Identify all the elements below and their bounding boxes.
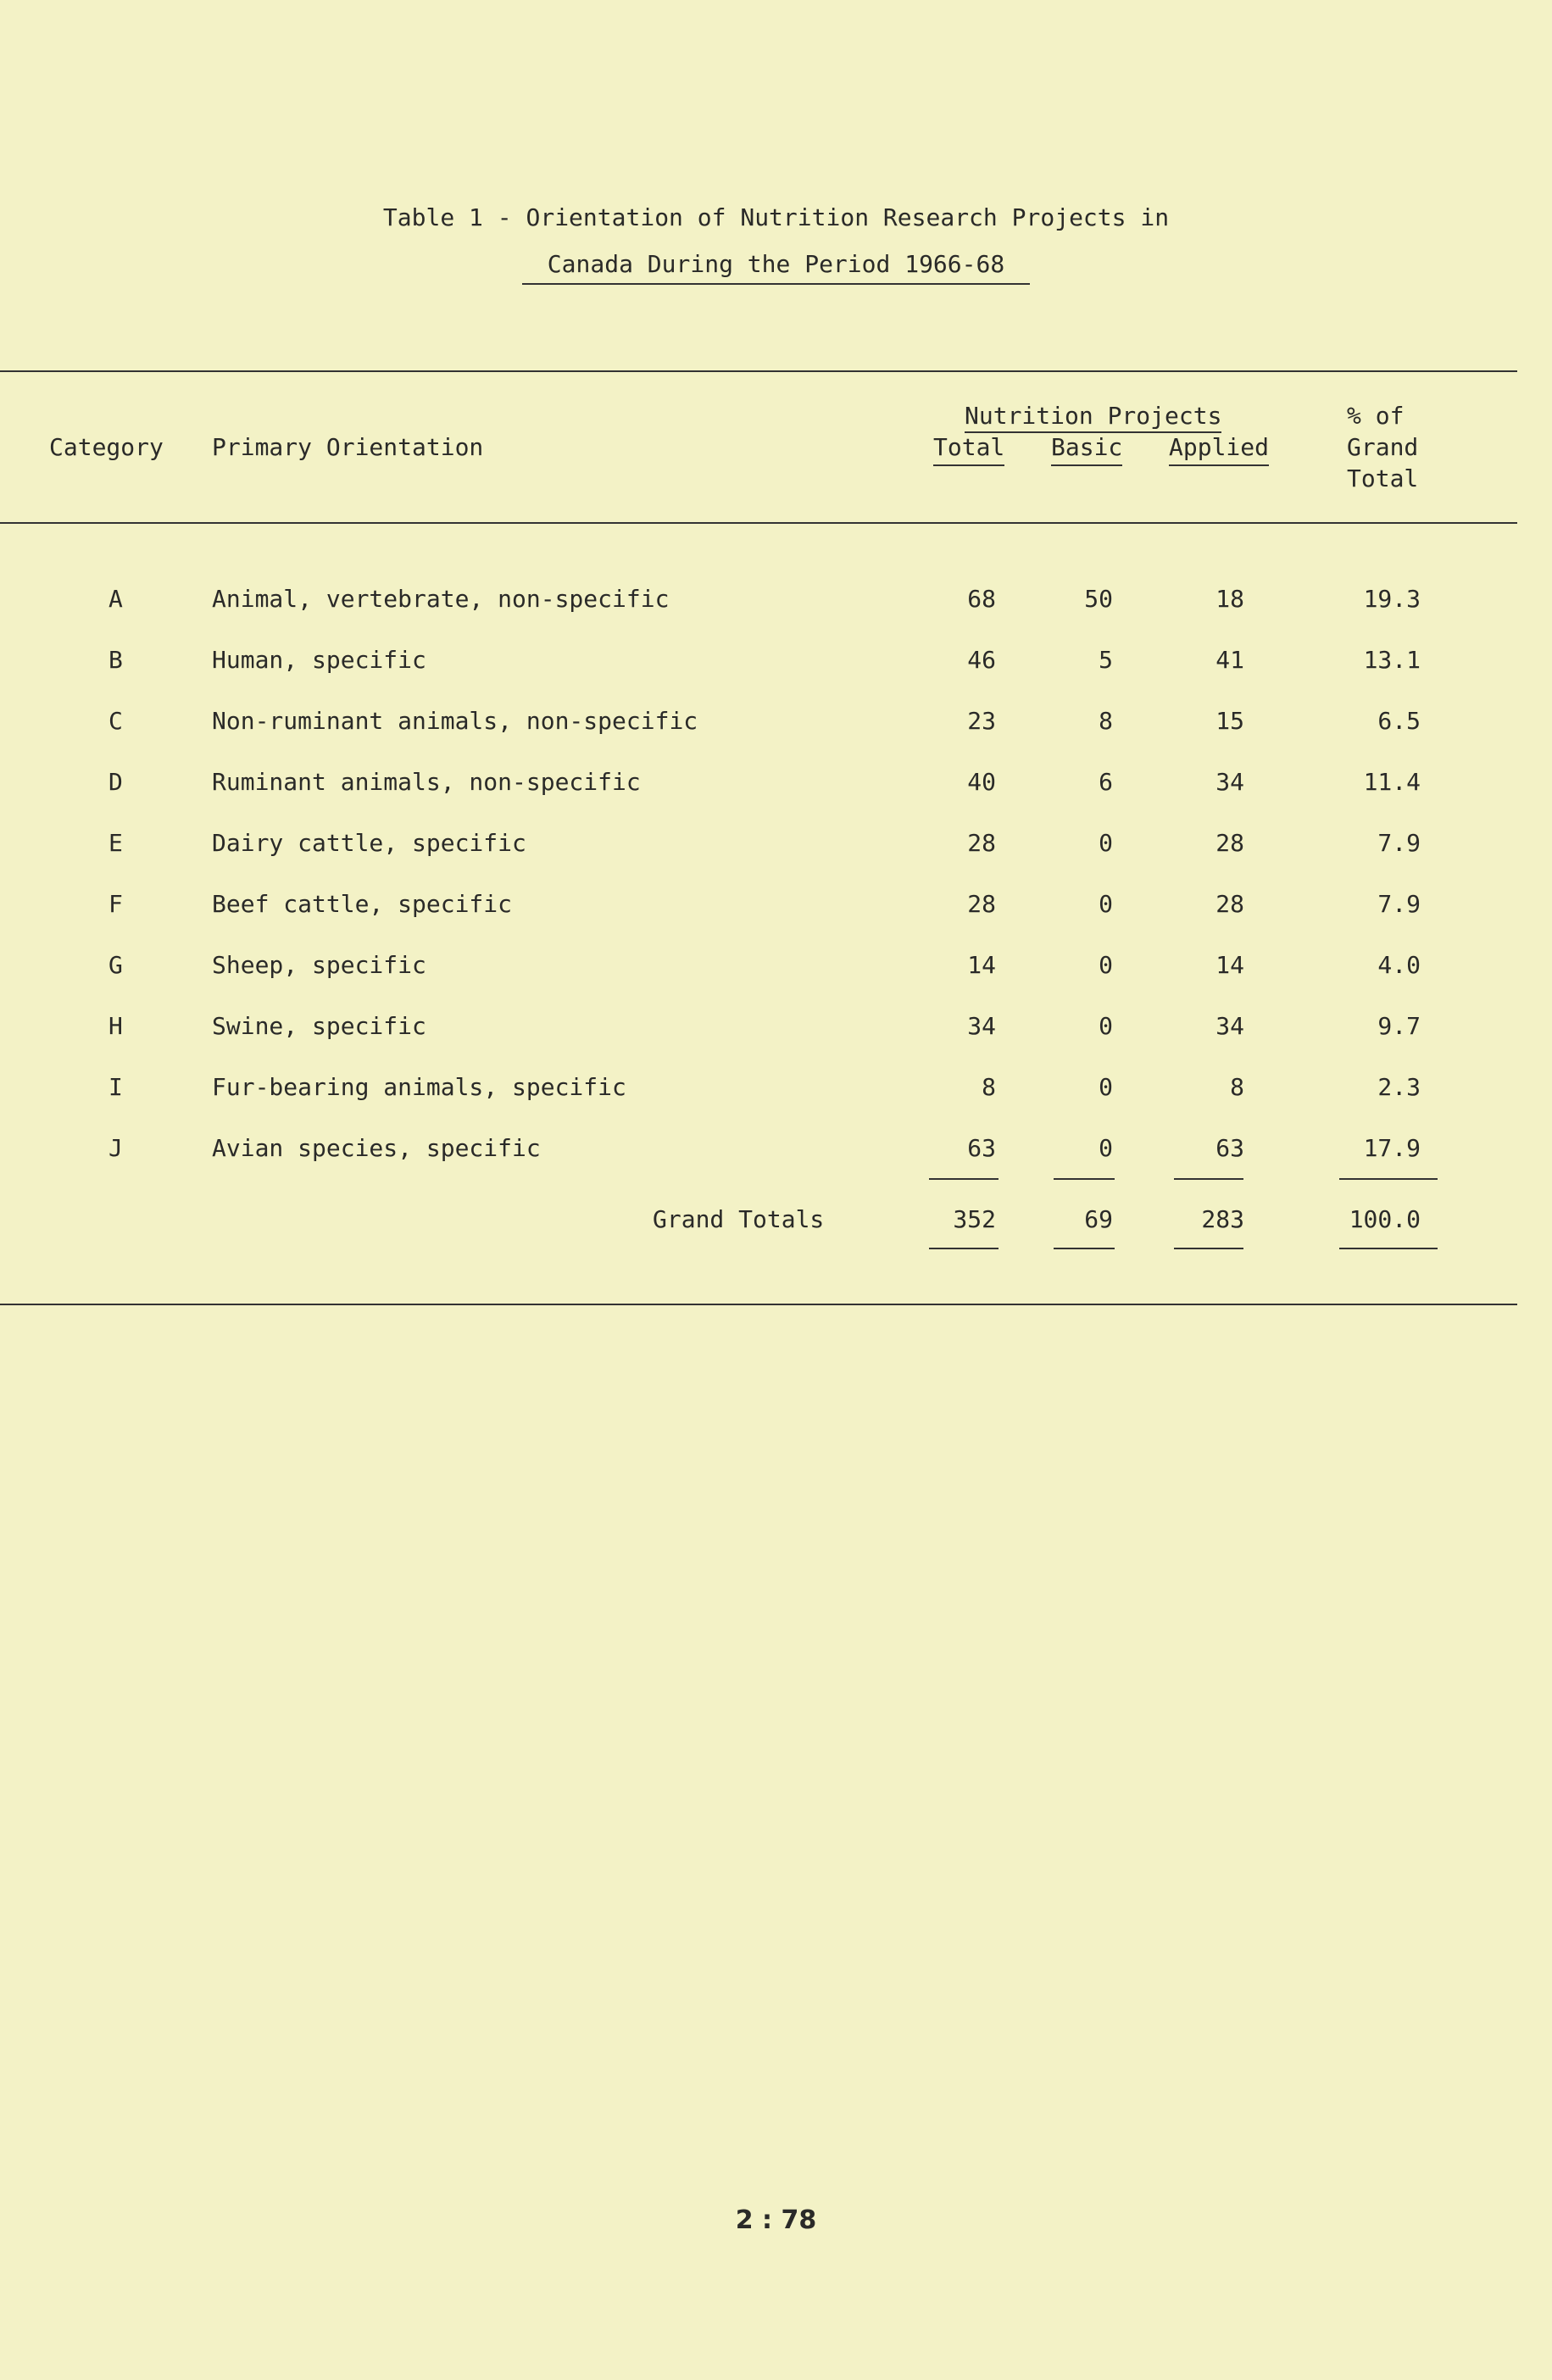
row-basic: 0 — [1099, 1012, 1113, 1040]
row-applied: 14 — [1215, 951, 1244, 979]
row-category: A — [108, 585, 123, 613]
row-total: 63 — [967, 1134, 996, 1162]
total-sum-line — [929, 1178, 999, 1180]
row-category: D — [108, 768, 123, 796]
row-basic: 6 — [1099, 768, 1113, 796]
table-title: Table 1 - Orientation of Nutrition Research Projects in — [382, 203, 1170, 231]
row-category: E — [108, 829, 123, 857]
row-basic: 0 — [1099, 890, 1113, 918]
row-pct: 7.9 — [1377, 890, 1421, 918]
table-bottom-rule — [0, 1304, 1517, 1305]
row-applied: 63 — [1215, 1134, 1244, 1162]
row-total: 68 — [967, 585, 996, 613]
row-total: 40 — [967, 768, 996, 796]
table-subtitle-text: Canada During the Period 1966-68 — [522, 250, 1030, 285]
primary-orientation-header: Primary Orientation — [212, 433, 484, 461]
total-header: Total — [933, 433, 1004, 466]
category-header: Category — [49, 433, 164, 461]
row-applied: 18 — [1215, 585, 1244, 613]
row-pct: 2.3 — [1377, 1073, 1421, 1101]
pct-header-line2: Grand — [1347, 433, 1419, 461]
row-category: C — [108, 707, 123, 735]
page-number: 2 : 78 — [735, 2205, 817, 2235]
header-bottom-rule — [0, 522, 1517, 524]
row-basic: 5 — [1099, 646, 1113, 674]
row-total: 14 — [967, 951, 996, 979]
header-top-rule — [0, 370, 1517, 372]
row-pct: 9.7 — [1377, 1012, 1421, 1040]
pct-underline — [1339, 1248, 1438, 1249]
row-pct: 7.9 — [1377, 829, 1421, 857]
row-pct: 4.0 — [1377, 951, 1421, 979]
row-applied: 34 — [1215, 768, 1244, 796]
row-category: H — [108, 1012, 123, 1040]
row-category: J — [108, 1134, 123, 1162]
table-subtitle — [0, 250, 1552, 278]
basic-header: Basic — [1051, 433, 1122, 466]
row-orientation: Dairy cattle, specific — [212, 829, 526, 857]
row-total: 28 — [967, 890, 996, 918]
row-orientation: Fur-bearing animals, specific — [212, 1073, 626, 1101]
row-orientation: Beef cattle, specific — [212, 890, 513, 918]
row-category: B — [108, 646, 123, 674]
basic-underline — [1054, 1248, 1115, 1249]
basic-sum-line — [1054, 1178, 1115, 1180]
row-orientation: Non-ruminant animals, non-specific — [212, 707, 698, 735]
row-total: 46 — [967, 646, 996, 674]
row-orientation: Sheep, specific — [212, 951, 426, 979]
row-applied: 15 — [1215, 707, 1244, 735]
row-pct: 6.5 — [1377, 707, 1421, 735]
row-applied: 34 — [1215, 1012, 1244, 1040]
applied-underline — [1174, 1248, 1243, 1249]
applied-sum-line — [1174, 1178, 1243, 1180]
row-orientation: Swine, specific — [212, 1012, 426, 1040]
grand-totals-label: Grand Totals — [653, 1205, 825, 1233]
row-pct: 13.1 — [1363, 646, 1421, 674]
row-applied: 8 — [1230, 1073, 1244, 1101]
total-underline — [929, 1248, 999, 1249]
row-total: 34 — [967, 1012, 996, 1040]
row-category: F — [108, 890, 123, 918]
row-category: I — [108, 1073, 123, 1101]
pct-header-line1: % of — [1347, 402, 1405, 430]
row-total: 28 — [967, 829, 996, 857]
row-orientation: Avian species, specific — [212, 1134, 541, 1162]
row-total: 23 — [967, 707, 996, 735]
grand-total-total: 352 — [953, 1205, 996, 1233]
row-basic: 0 — [1099, 1134, 1113, 1162]
pct-sum-line — [1339, 1178, 1438, 1180]
row-basic: 0 — [1099, 951, 1113, 979]
pct-header-line3: Total — [1347, 464, 1419, 492]
row-category: G — [108, 951, 123, 979]
row-basic: 0 — [1099, 1073, 1113, 1101]
row-orientation: Ruminant animals, non-specific — [212, 768, 641, 796]
row-pct: 11.4 — [1363, 768, 1421, 796]
row-total: 8 — [982, 1073, 996, 1101]
row-applied: 41 — [1215, 646, 1244, 674]
grand-total-applied: 283 — [1201, 1205, 1244, 1233]
applied-header: Applied — [1169, 433, 1269, 466]
row-basic: 8 — [1099, 707, 1113, 735]
row-pct: 19.3 — [1363, 585, 1421, 613]
row-orientation: Animal, vertebrate, non-specific — [212, 585, 670, 613]
grand-total-pct: 100.0 — [1349, 1205, 1421, 1233]
row-orientation: Human, specific — [212, 646, 426, 674]
row-pct: 17.9 — [1363, 1134, 1421, 1162]
row-basic: 50 — [1084, 585, 1113, 613]
grand-total-basic: 69 — [1084, 1205, 1113, 1233]
row-applied: 28 — [1215, 829, 1244, 857]
nutrition-projects-header: Nutrition Projects — [965, 402, 1221, 433]
row-applied: 28 — [1215, 890, 1244, 918]
row-basic: 0 — [1099, 829, 1113, 857]
